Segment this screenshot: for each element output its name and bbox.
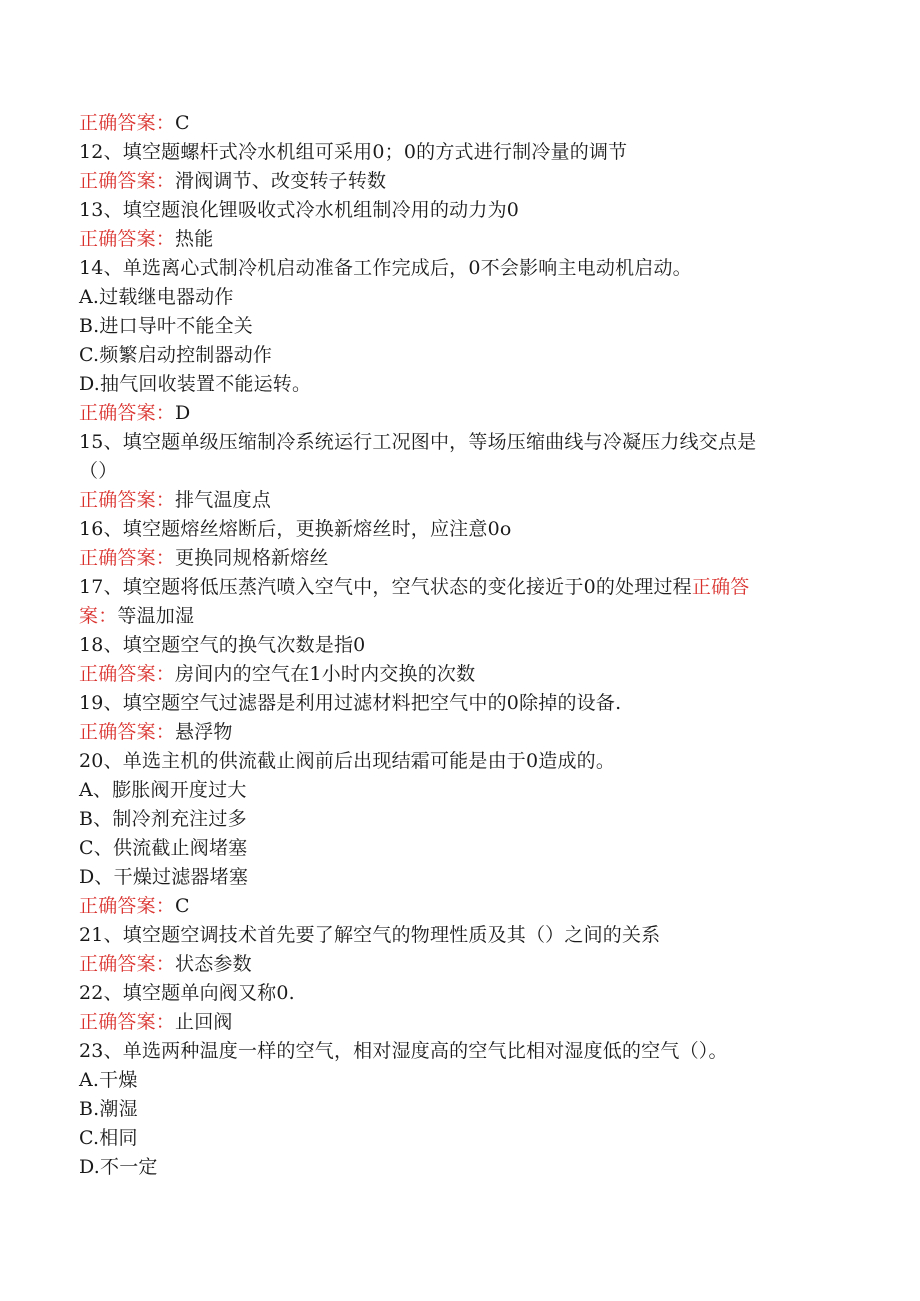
question-line xyxy=(79,689,849,718)
answer-value: D xyxy=(175,402,191,424)
option-line xyxy=(79,283,849,312)
question-text: 19、填空题空气过滤器是利用过滤材料把空气中的0除掉的设备. xyxy=(79,692,622,714)
answer-value: 等温加湿 xyxy=(117,605,195,627)
answer-line xyxy=(79,399,849,428)
answer-line xyxy=(79,544,849,573)
answer-label: 正确答案： xyxy=(79,721,176,743)
question-text: （） xyxy=(79,460,118,482)
question-line xyxy=(79,428,849,457)
question-text: 16、填空题熔丝熔断后，更换新熔丝时，应注意0o xyxy=(79,518,512,540)
question-text: 12、填空题螺杆式冷水机组可采用0；0的方式进行制冷量的调节 xyxy=(79,141,628,163)
answer-label: 正确答 xyxy=(691,576,750,598)
answer-label: 案： xyxy=(79,605,118,627)
answer-value: 止回阀 xyxy=(175,1011,233,1033)
option-text: A.干燥 xyxy=(79,1069,138,1091)
question-text: 18、填空题空气的换气次数是指0 xyxy=(79,634,366,656)
answer-line xyxy=(79,950,849,979)
answer-value: 排气温度点 xyxy=(175,489,272,511)
question-list xyxy=(79,109,849,1182)
answer-value: 滑阀调节、改变转子转数 xyxy=(175,170,387,192)
answer-value: 更换同规格新熔丝 xyxy=(175,547,329,569)
question-line xyxy=(79,1037,849,1066)
option-text: A.过载继电器动作 xyxy=(79,286,234,308)
option-line xyxy=(79,776,849,805)
option-line xyxy=(79,1066,849,1095)
answer-label: 正确答案： xyxy=(79,895,176,917)
option-text: B.进口导叶不能全关 xyxy=(79,315,254,337)
option-text: D.抽气回收装置不能运转。 xyxy=(79,373,312,395)
question-text: 15、填空题单级压缩制冷系统运行工况图中，等场压缩曲线与冷凝压力线交点是 xyxy=(79,431,757,453)
answer-label: 正确答案： xyxy=(79,402,176,424)
option-text: C、供流截止阀堵塞 xyxy=(79,837,248,859)
option-line xyxy=(79,1095,849,1124)
question-line xyxy=(79,979,849,1008)
question-line xyxy=(79,631,849,660)
option-line xyxy=(79,863,849,892)
question-line xyxy=(79,573,849,602)
answer-label: 正确答案： xyxy=(79,170,176,192)
question-line xyxy=(79,921,849,950)
answer-label: 正确答案： xyxy=(79,953,176,975)
option-line xyxy=(79,370,849,399)
answer-line xyxy=(79,892,849,921)
question-line xyxy=(79,457,849,486)
answer-value: 热能 xyxy=(175,228,214,250)
option-text: B.潮湿 xyxy=(79,1098,138,1120)
question-text: 23、单选两种温度一样的空气，相对湿度高的空气比相对湿度低的空气（）。 xyxy=(79,1040,728,1062)
question-text: 21、填空题空调技术首先要了解空气的物理性质及其（）之间的关系 xyxy=(79,924,661,946)
answer-line xyxy=(79,109,849,138)
question-line xyxy=(79,254,849,283)
option-line xyxy=(79,834,849,863)
option-line xyxy=(79,341,849,370)
question-text: 17、填空题将低压蒸汽喷入空气中，空气状态的变化接近于0的处理过程 xyxy=(79,576,692,598)
option-text: B、制冷剂充注过多 xyxy=(79,808,247,830)
answer-line xyxy=(79,225,849,254)
answer-label: 正确答案： xyxy=(79,663,176,685)
question-line xyxy=(79,196,849,225)
option-line xyxy=(79,1153,849,1182)
option-line xyxy=(79,312,849,341)
answer-label: 正确答案： xyxy=(79,112,176,134)
question-line xyxy=(79,515,849,544)
answer-line xyxy=(79,1008,849,1037)
answer-line xyxy=(79,486,849,515)
answer-label: 正确答案： xyxy=(79,547,176,569)
option-text: C.频繁启动控制器动作 xyxy=(79,344,273,366)
answer-value: C xyxy=(175,112,190,134)
answer-label: 正确答案： xyxy=(79,489,176,511)
question-line xyxy=(79,138,849,167)
answer-label: 正确答案： xyxy=(79,228,176,250)
answer-line xyxy=(79,167,849,196)
answer-value: 悬浮物 xyxy=(175,721,233,743)
question-text: 14、单选离心式制冷机启动准备工作完成后，0不会影响主电动机启动。 xyxy=(79,257,692,279)
question-text: 22、填空题单向阀又称0. xyxy=(79,982,295,1004)
answer-value: 房间内的空气在1小时内交换的次数 xyxy=(175,663,476,685)
option-text: A、膨胀阀开度过大 xyxy=(79,779,247,801)
answer-line xyxy=(79,660,849,689)
option-line xyxy=(79,1124,849,1153)
answer-line xyxy=(79,602,849,631)
option-text: C.相同 xyxy=(79,1127,138,1149)
answer-value: C xyxy=(175,895,190,917)
option-text: D、干燥过滤器堵塞 xyxy=(79,866,249,888)
question-line xyxy=(79,747,849,776)
question-text: 13、填空题浪化锂吸收式冷水机组制冷用的动力为0 xyxy=(79,199,520,221)
answer-line xyxy=(79,718,849,747)
option-line xyxy=(79,805,849,834)
answer-label: 正确答案： xyxy=(79,1011,176,1033)
option-text: D.不一定 xyxy=(79,1156,158,1178)
question-text: 20、单选主机的供流截止阀前后出现结霜可能是由于0造成的。 xyxy=(79,750,616,772)
answer-value: 状态参数 xyxy=(175,953,252,975)
